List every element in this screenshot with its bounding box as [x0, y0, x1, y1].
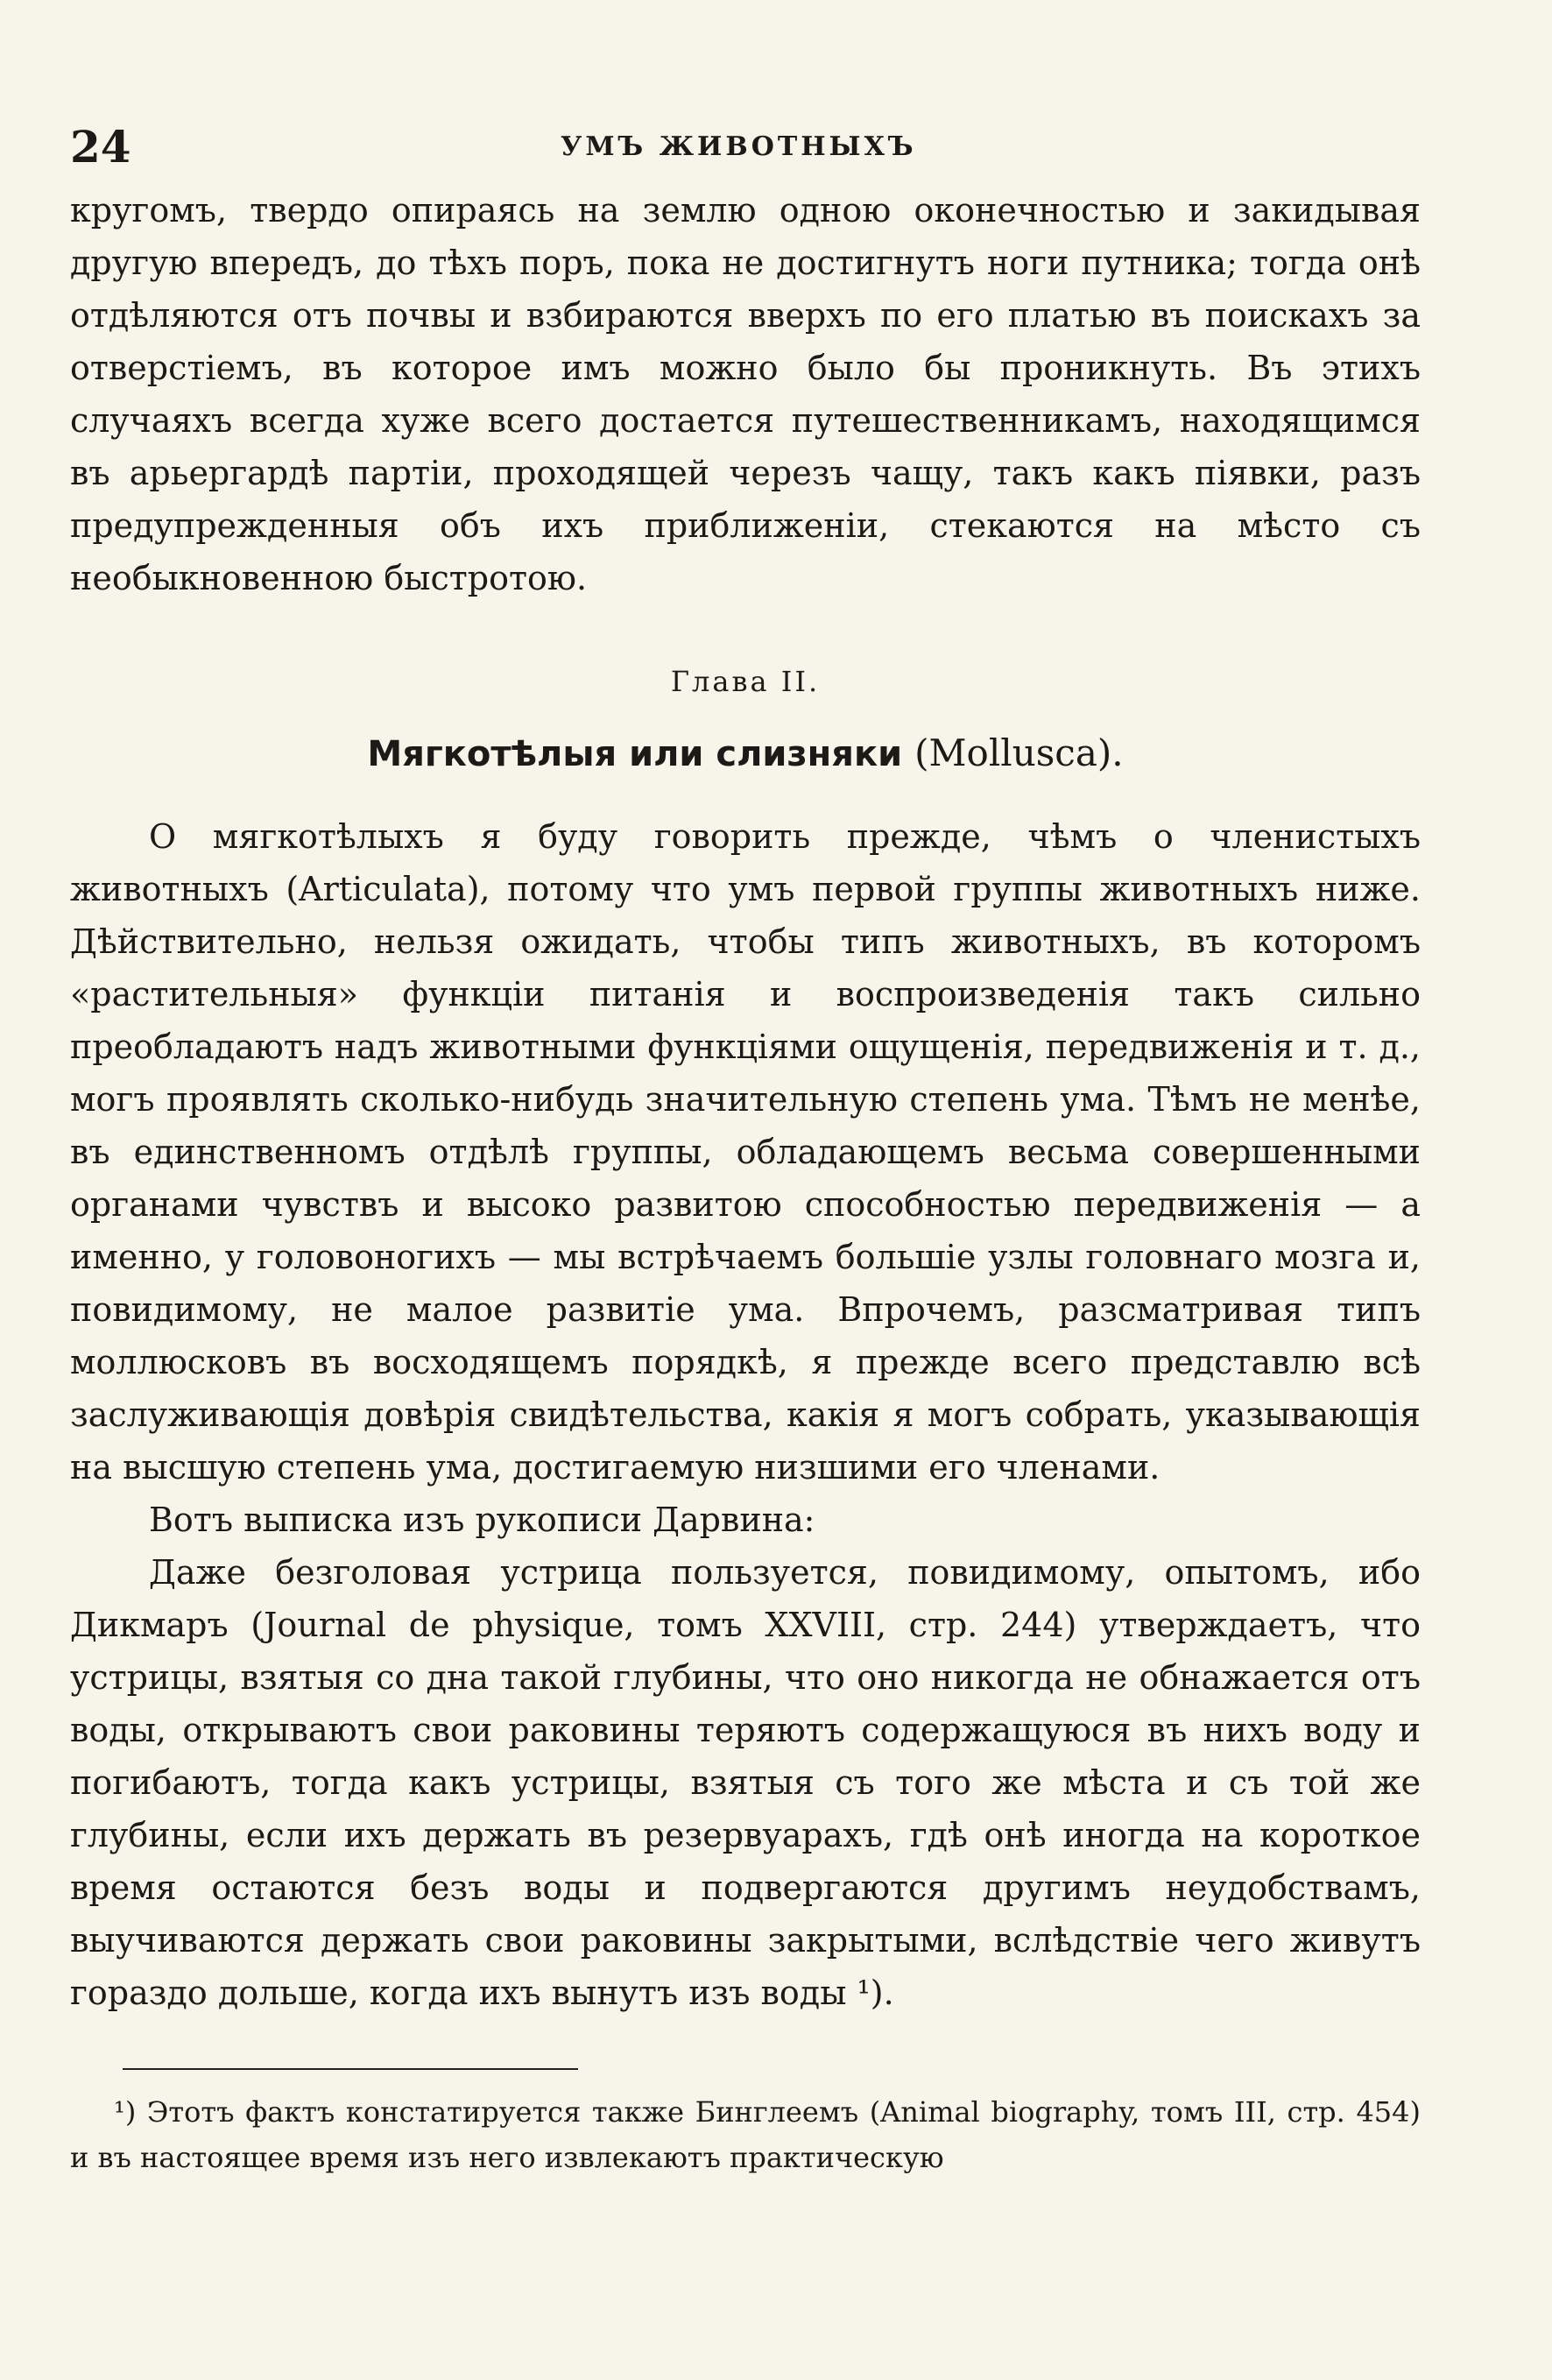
- paragraph-mollusca-intro: О мягкотѣлыхъ я буду говорить прежде, чѣмъ о членистыхъ животныхъ (Articulata), потому что умъ первой группы животныхъ ниже. Дѣйствительно, нельзя ожидать, чтобы типъ животныхъ, въ которомъ «растительныя» функціи питанія и воспроизведенія такъ сильно преобладаютъ надъ животными функціями ощущенія, передвиженія и т. д., могъ проявлять сколько-нибудь значительную степень ума. Тѣмъ не менѣе, въ единственномъ отдѣлѣ группы, обладающемъ весьма совершенными органами чувствъ и высоко развитою способностью передвиженія — а именно, у головоногихъ — мы встрѣчаемъ большіе узлы головнаго мозга и, повидимому, не малое развитіе ума. Впрочемъ, разсматривая типъ моллюсковъ въ восходящемъ порядкѣ, я прежде всего представлю всѣ заслуживающія довѣрія свидѣтельства, какія я могъ собрать, указывающія на высшую степень ума, достигаемую низшими его членами.: [70, 817, 1421, 1487]
- footnote-divider: [123, 2068, 578, 2070]
- running-title: УМЪ ЖИВОТНЫХЪ: [561, 131, 917, 162]
- body-text: [70, 184, 1421, 2019]
- paragraph-continuation: кругомъ, твердо опираясь на землю одною оконечностью и закидывая другую впередъ, до тѣхъ поръ, пока не достигнутъ ноги путника; тогда онѣ отдѣляются отъ почвы и взбираются вверхъ по его платью въ поискахъ за отверстіемъ, въ которое имъ можно было бы проникнуть. Въ этихъ случаяхъ всегда хуже всего достается путешественникамъ, находящимся въ арьергардѣ партіи, проходящей черезъ чащу, такъ какъ піявки, разъ предупрежденныя объ ихъ приближеніи, стекаются на мѣсто съ необыкновенною быстротою.: [70, 191, 1421, 597]
- chapter-title: [70, 727, 1421, 780]
- page-number: 24: [70, 121, 131, 173]
- chapter-label: Глава II.: [670, 665, 821, 698]
- paragraph-darwin-quote-intro: Вотъ выписка изъ рукописи Дарвина:: [149, 1501, 815, 1539]
- paragraph-oyster: Даже безголовая устрица пользуется, повидимому, опытомъ, ибо Дикмаръ (Journal de physique, томъ XXVIII, стр. 244) утверждаетъ, что устрицы, взятыя со дна такой глубины, что оно никогда не обнажается отъ воды, открываютъ свои раковины теряютъ содержащуюся въ нихъ воду и погибаютъ, тогда какъ устрицы, взятыя съ того же мѣста и съ той же глубины, если ихъ держать въ резервуарахъ, гдѣ онѣ иногда на короткое время остаются безъ воды и подвергаются другимъ неудобствамъ, выучиваются держать свои раковины закрытыми, вслѣдствіе чего живутъ гораздо дольше, когда ихъ вынутъ изъ воды ¹).: [70, 1553, 1421, 2012]
- chapter-title-latin: (Mollusca).: [914, 731, 1124, 774]
- footnote: ¹) Этотъ фактъ констатируется также Бинглеемъ (Animal biography, томъ III, стр. 454) и въ настоящее время изъ него извлекаютъ практическую: [70, 2095, 1421, 2174]
- running-head: [70, 121, 1421, 184]
- chapter-title-russian: Мягкотѣлыя или слизняки: [367, 734, 903, 774]
